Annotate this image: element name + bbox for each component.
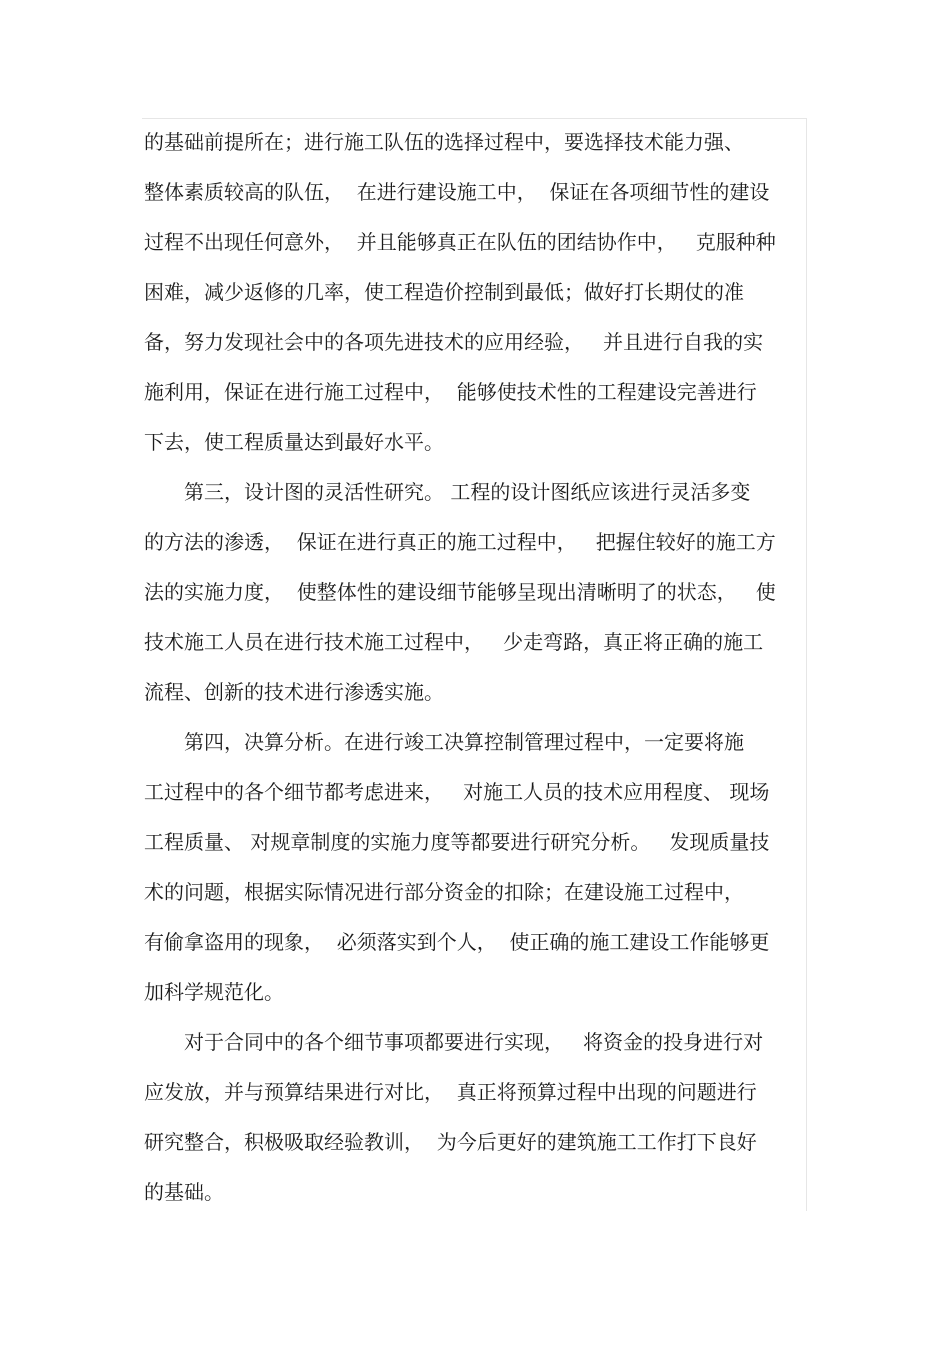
- text-line: 应发放，并与预算结果进行对比， 真正将预算过程中出现的问题进行: [144, 1080, 757, 1104]
- text-line: 有偷拿盗用的现象， 必须落实到个人， 使正确的施工建设工作能够更: [144, 930, 770, 954]
- text-line: 工过程中的各个细节都考虑进来， 对施工人员的技术应用程度、 现场: [144, 780, 770, 804]
- paragraph-start-line: 第四，决算分析。在进行竣工决算控制管理过程中，一定要将施: [144, 730, 744, 754]
- text-line: 备，努力发现社会中的各项先进技术的应用经验， 并且进行自我的实: [144, 330, 764, 354]
- document-body: [144, 117, 808, 1217]
- text-line: 术的问题，根据实际情况进行部分资金的扣除；在建设施工过程中，: [144, 880, 744, 904]
- text-line: 的基础。: [144, 1180, 224, 1204]
- text-line: 工程质量、 对规章制度的实施力度等都要进行研究分析。 发现质量技: [144, 830, 770, 854]
- text-line: 技术施工人员在进行技术施工过程中， 少走弯路，真正将正确的施工: [144, 630, 764, 654]
- text-line: 过程不出现任何意外， 并且能够真正在队伍的团结协作中， 克服种种: [144, 230, 776, 254]
- text-line: 整体素质较高的队伍， 在进行建设施工中， 保证在各项细节性的建设: [144, 180, 770, 204]
- text-line: 施利用，保证在进行施工过程中， 能够使技术性的工程建设完善进行: [144, 380, 757, 404]
- paragraph-start-line: 对于合同中的各个细节事项都要进行实现， 将资金的投身进行对: [144, 1030, 764, 1054]
- text-line: 的基础前提所在；进行施工队伍的选择过程中，要选择技术能力强、: [144, 130, 744, 154]
- text-line: 下去，使工程质量达到最好水平。: [144, 430, 444, 454]
- text-line: 研究整合，积极吸取经验教训， 为今后更好的建筑施工工作打下良好: [144, 1130, 757, 1154]
- text-line: 困难，减少返修的几率，使工程造价控制到最低；做好打长期仗的准: [144, 280, 744, 304]
- paragraph-start-line: 第三，设计图的灵活性研究。 工程的设计图纸应该进行灵活多变: [144, 480, 751, 504]
- text-line: 法的实施力度， 使整体性的建设细节能够呈现出清晰明了的状态， 使: [144, 580, 776, 604]
- text-line: 的方法的渗透， 保证在进行真正的施工过程中， 把握住较好的施工方: [144, 530, 776, 554]
- text-line: 流程、创新的技术进行渗透实施。: [144, 680, 444, 704]
- text-line: 加科学规范化。: [144, 980, 284, 1004]
